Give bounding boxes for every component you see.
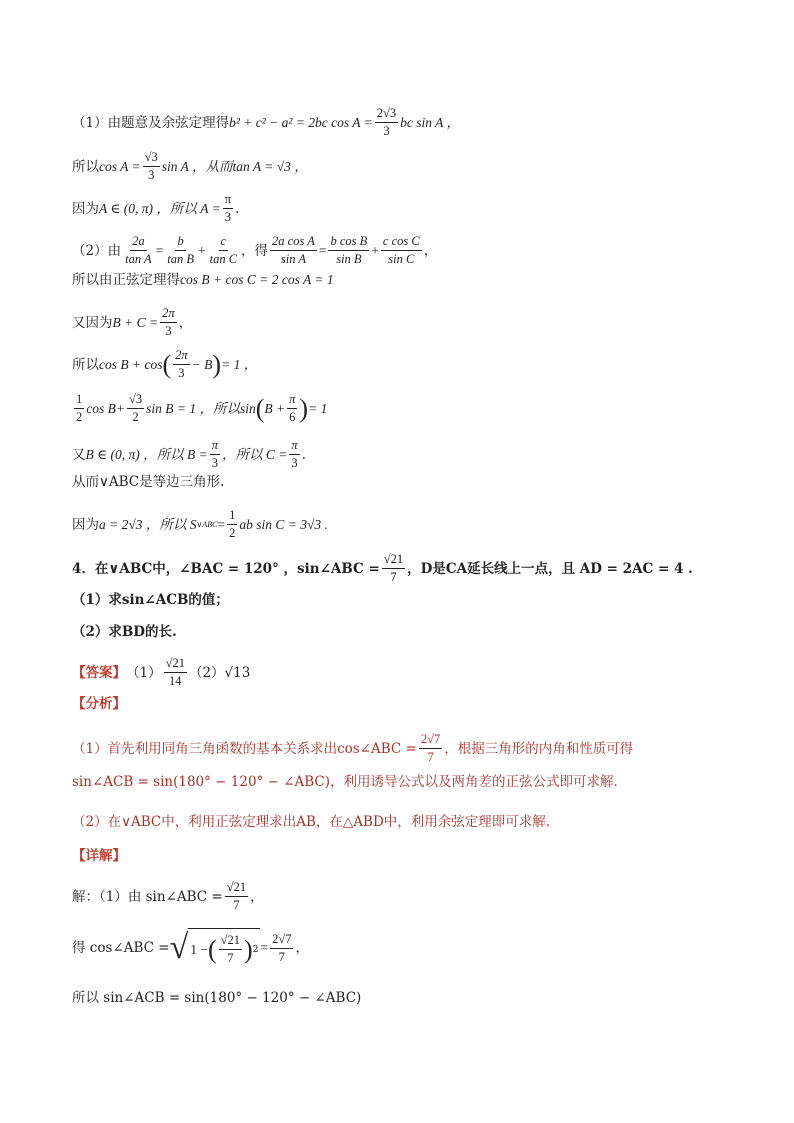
fraction: $\frac{c}{\text{tan C}}$: [209, 234, 238, 266]
analysis-line-1: （1）首先利用同角三角函数的基本关系求出cos∠ABC = $\frac{2√7}{7}$ ，根据三角形的内角和性质可得: [72, 732, 634, 764]
fraction: $\frac{\pi}{3}$: [211, 438, 218, 470]
fraction: $\frac{2\pi}{3}$: [162, 306, 175, 338]
detail-line-3: 所以 sin∠ACB = sin(180° − 120° − ∠ABC): [72, 990, 362, 1006]
fraction: $\frac{√21}{7}$: [383, 552, 404, 584]
fraction: $\frac{\pi}{3}$: [224, 192, 232, 224]
sol-line-4: （2）由 $\frac{2a}{\text{tan A}}$ = $\frac{b}{\text{tan B}}$ + $\frac{c}{\text{tan C}}$ ，得 $\frac{\text{2a cos A}}{\text{sin A}}$ = $\frac{\text{b cos B}}{\text{sin B}}$ + $\frac{\text{c cos C}}{\text{sin C}}$ ，: [72, 234, 438, 266]
sol-eq: bc sin A ，: [400, 114, 461, 130]
detail-line-1: 解：（1）由 sin∠ABC = $\frac{√21}{7}$ ，: [72, 880, 264, 912]
fraction: $\frac{2√3}{3}$: [376, 106, 397, 138]
sol-line-11: 因为 a = 2√3 ，所以 S ∨ABC = $\frac{1}{2}$ ab sin C = 3√3 .: [72, 508, 328, 540]
fraction: $\frac{2√7}{7}$: [272, 931, 292, 964]
fraction: $\frac{√21}{7}$: [220, 933, 241, 965]
answer-line: 【答案】 （1） $\frac{√21}{14}$ （2）√13: [72, 656, 251, 688]
fraction: $\frac{√3}{3}$: [144, 150, 158, 182]
fraction: $\frac{2√7}{7}$: [420, 732, 441, 764]
sol-line-9: 又 B ∈ (0, π) ，所以 B = $\frac{\pi}{3}$ ，所以 C = $\frac{\pi}{3}$ .: [72, 438, 306, 470]
analysis-line-3: （2）在∨ABC中，利用正弦定理求出AB，在△ABD中，利用余弦定理即可求解.: [72, 814, 551, 830]
sol-line-2: 所以 cos A = $\frac{√3}{3}$ sin A ，从而 tan A = √3 ，: [72, 150, 308, 182]
sol-line-10: 从而∨ABC是等边三角形.: [72, 474, 225, 490]
sol-line-5: 所以由正弦定理得 cos B + cos C = 2 cos A = 1: [72, 272, 334, 288]
fraction: $\frac{\text{b cos B}}{\text{sin B}}$: [330, 234, 368, 266]
sqrt-expression: √ 1 − ( $\frac{√21}{7}$ ) 2: [169, 929, 259, 966]
fraction: $\frac{2\pi}{3}$: [175, 348, 188, 380]
detail-line-2: 得 cos∠ABC = √ 1 − ( $\frac{√21}{7}$ ) 2 = $\frac{2√7}{7}$ ，: [72, 929, 309, 966]
answer-label: 【答案】: [72, 664, 126, 681]
sol-line-8: $\frac{1}{2}$ cos B+ $\frac{√3}{2}$ sin B = 1 ，所以 sin ( B + $\frac{\pi}{6}$ ) = 1: [76, 392, 328, 424]
fraction: $\frac{√3}{2}$: [128, 392, 143, 424]
sol-line-1: [72, 106, 460, 139]
sol-line-3: 因为 A ∈ (0, π) ，所以 A = $\frac{\pi}{3}$ .: [72, 192, 240, 224]
problem-4-q1: （1）求sin∠ACB的值；: [72, 592, 229, 608]
fraction: $\frac{1}{2}$: [229, 508, 236, 540]
problem-number: 4．: [72, 560, 95, 577]
fraction: $\frac{\pi}{3}$: [291, 438, 298, 470]
problem-4-q2: （2）求BD的长.: [72, 624, 177, 640]
fraction: $\frac{√21}{7}$: [226, 880, 247, 912]
sol-line-7: 所以 cos B + cos ( $\frac{2\pi}{3}$ − B ) = 1 ，: [72, 348, 258, 380]
fraction: $\frac{\text{c cos C}}{\text{sin C}}$: [382, 234, 420, 266]
sol-eq: b² + c² − a² = 2bc cos A =: [229, 114, 373, 130]
fraction: $\frac{b}{\text{tan B}}$: [167, 234, 194, 266]
analysis-label: 【分析】: [72, 696, 126, 712]
sol-line-6: 又因为 B + C = $\frac{2\pi}{3}$ ，: [72, 306, 193, 338]
sol-part1-label: （1）由题意及余弦定理得: [72, 114, 230, 131]
sol-part2-label: （2）由: [72, 242, 122, 259]
fraction: $\frac{\pi}{6}$: [289, 392, 296, 424]
fraction: $\frac{√21}{14}$: [165, 656, 185, 688]
fraction: $\frac{2a}{\text{tan A}}$: [125, 234, 152, 266]
fraction: $\frac{1}{2}$: [76, 392, 83, 424]
fraction: $\frac{\text{2a cos A}}{\text{sin A}}$: [272, 234, 315, 266]
detail-label: 【详解】: [72, 848, 126, 864]
analysis-line-2: sin∠ACB = sin(180° − 120° − ∠ABC)，利用诱导公式以及两角差的正弦公式即可求解.: [72, 774, 618, 790]
problem-4-stem: 4． 在∨ABC中，∠BAC = 120° ，sin∠ABC = $\frac{√21}{7}$ ，D是CA延长线上一点，且 AD = 2AC = 4 .: [72, 552, 693, 584]
